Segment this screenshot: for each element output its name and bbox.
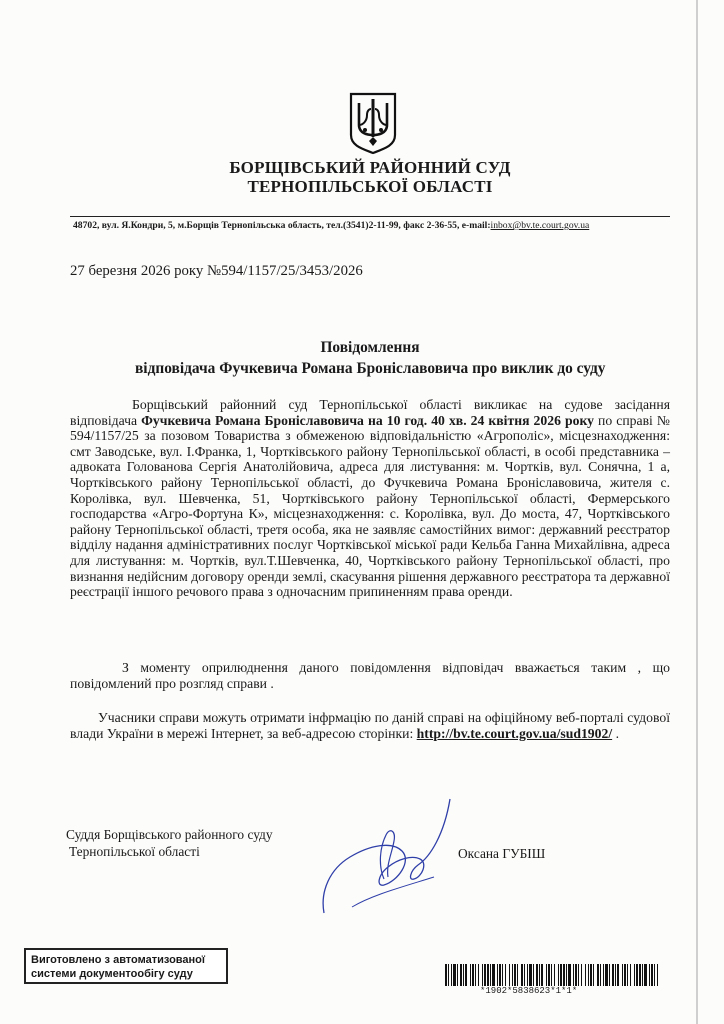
barcode-bar [517,964,518,986]
portal-text: Учасники справи можуть отримати інфрмацію по даній справі на офіційному веб-порталі судової влади України в мережі Інтернет, за веб-адресою сторінки: [70,710,670,741]
automated-system-stamp [24,948,228,984]
barcode-bar [536,964,538,986]
barcode-bar [593,964,594,986]
barcode-bar [622,964,623,986]
barcode-bar [603,964,604,986]
summons-text-start: Борщівський районний суд Тернопільської області викликає на судове засідання відповідача [70,397,670,428]
notice-title: Повідомлення [320,339,420,356]
barcode-bar [578,964,579,986]
barcode-bar [470,964,471,986]
handwritten-signature [318,795,468,925]
barcode-bar [585,964,586,986]
barcode-bar [472,964,474,986]
barcode-bar [634,964,635,986]
court-email-link[interactable]: inbox@bv.te.court.gov.ua [490,220,590,231]
barcode-bar [551,964,552,986]
barcode-bar [566,964,567,986]
barcode-bar [636,964,638,986]
barcode-bar [651,964,653,986]
notification-paragraph: З моменту оприлюднення даного повідомлення відповідач вважається таким , що повідомлений про розгляд справи . [70,660,670,691]
barcode-bar [644,964,647,986]
barcode-bar [482,964,483,986]
barcode-bar [642,964,643,986]
stamp-line1: Виготовлено з автоматизованої [31,954,205,966]
barcode-bar [460,964,462,986]
barcode-bar [541,964,543,986]
barcode-bar [600,964,601,986]
barcode-bar [505,964,506,986]
barcode-bar [563,964,565,986]
trident-emblem-icon [347,91,399,155]
barcode-bar [502,964,503,986]
barcode-bar [615,964,616,986]
court-address [73,220,673,232]
barcode-bar [588,964,589,986]
barcode-bar [448,964,449,986]
barcode-bar [475,964,476,986]
barcode-bar [657,964,658,986]
defendant-hearing-time: Фучкевича Романа Броніславовича на 10 год. 40 хв. 24 квітня 2026 року [141,412,594,428]
barcode-bar [612,964,614,986]
barcode-bar [575,964,577,986]
barcode-bar [581,964,582,986]
court-name-line2: ТЕРНОПІЛЬСЬКОЇ ОБЛАСТІ [247,177,493,196]
barcode-number: *1902*5838623*1*1* [480,986,578,996]
court-name [140,158,600,196]
barcode-bar [605,964,608,986]
barcode-bar [451,964,452,986]
barcode-bar [617,964,619,986]
barcode-bar [499,964,501,986]
barcode-bar [546,964,547,986]
barcode-bar [649,964,650,986]
barcode-bar [514,964,516,986]
barcode [445,964,663,986]
document-date-number: 27 березня 2026 року №594/1157/25/3453/2026 [70,263,363,279]
barcode-bar [445,964,447,986]
barcode-bar [524,964,525,986]
barcode-bar [487,964,489,986]
barcode-bar [484,964,486,986]
barcode-bar [609,964,610,986]
barcode-bar [492,964,495,986]
barcode-bar [554,964,555,986]
barcode-bar [497,964,498,986]
barcode-bar [560,964,562,986]
portal-text-end: . [612,725,619,741]
barcode-bar [597,964,599,986]
barcode-bar [463,964,464,986]
barcode-bar [490,964,491,986]
judge-title-line2: Тернопільської області [69,844,200,859]
page-edge [696,0,698,1024]
barcode-bar [630,964,631,986]
barcode-bar [624,964,626,986]
barcode-bar [627,964,628,986]
summons-paragraph [70,397,670,600]
barcode-bar [654,964,655,986]
barcode-bar [568,964,571,986]
barcode-bar [548,964,550,986]
barcode-bar [512,964,513,986]
court-portal-link[interactable]: http://bv.te.court.gov.ua/sud1902/ [416,725,613,741]
barcode-bar [573,964,574,986]
summons-text-rest: по справі № 594/1157/25 за позовом Товариства з обмеженою відповідальністю «Агрополіс», місцезнаходження: смт Заводське, вул. І.Франка, 1, Чортківського району Тернопільської області, в особі представника – адвоката Голованова Сергія Анатолійовича, адреса для листування: м. Чортків, вул. Сонячна, 1 а, Чортківського району Тернопільської області, до Фучкевича Романа Броніславовича, жителя с. Королівка, вул. Шевченка, 51, Чортківського району Тернопільської області, Фермерського господарства «Агро-Фортуна К», місцезнаходження: с. Королівка, вул. До моста, 47, Чортківського району Тернопільської області, третя особа, яка не заявляє самостійних вимог: державний реєстратор відділу надання адміністративних послуг Чортківської міської ради Кельба Ганна Михайлівна, адреса для листування: м. Чортків, вул.Т.Шевченка, 40, Чортківського району Тернопільської області, про визнання недійсним договору оренди землі, скасування рішення державного реєстратора та державної реєстрації іншого речового права з одночасним припиненням права оренди. [70,412,670,600]
barcode-bar [465,964,467,986]
barcode-bar [453,964,456,986]
barcode-bar [527,964,528,986]
barcode-bar [521,964,523,986]
barcode-bar [478,964,479,986]
barcode-bar [539,964,540,986]
barcode-bar [533,964,534,986]
barcode-bar [509,964,510,986]
judge-title-line1: Суддя Борщівського районного суду [66,827,273,842]
barcode-bar [639,964,641,986]
barcode-bar [590,964,592,986]
court-address-text: 48702, вул. Я.Кондри, 5, м.Борщів Тернопільська область, тел.(3541)2-11-99, факс 2-36-55, e-mail: [73,220,491,231]
judge-title [66,826,273,860]
notice-subtitle: відповідача Фучкевича Романа Броніславовича про виклик до суду [135,360,606,377]
header-divider [70,216,670,217]
barcode-bar [457,964,458,986]
stamp-line2: системи документообігу суду [31,968,193,980]
judge-name: Оксана ГУБІШ [458,846,546,861]
court-name-line1: БОРЩІВСЬКИЙ РАЙОННИЙ СУД [229,158,511,177]
barcode-bar [529,964,532,986]
barcode-bar [558,964,559,986]
portal-paragraph [70,710,670,741]
